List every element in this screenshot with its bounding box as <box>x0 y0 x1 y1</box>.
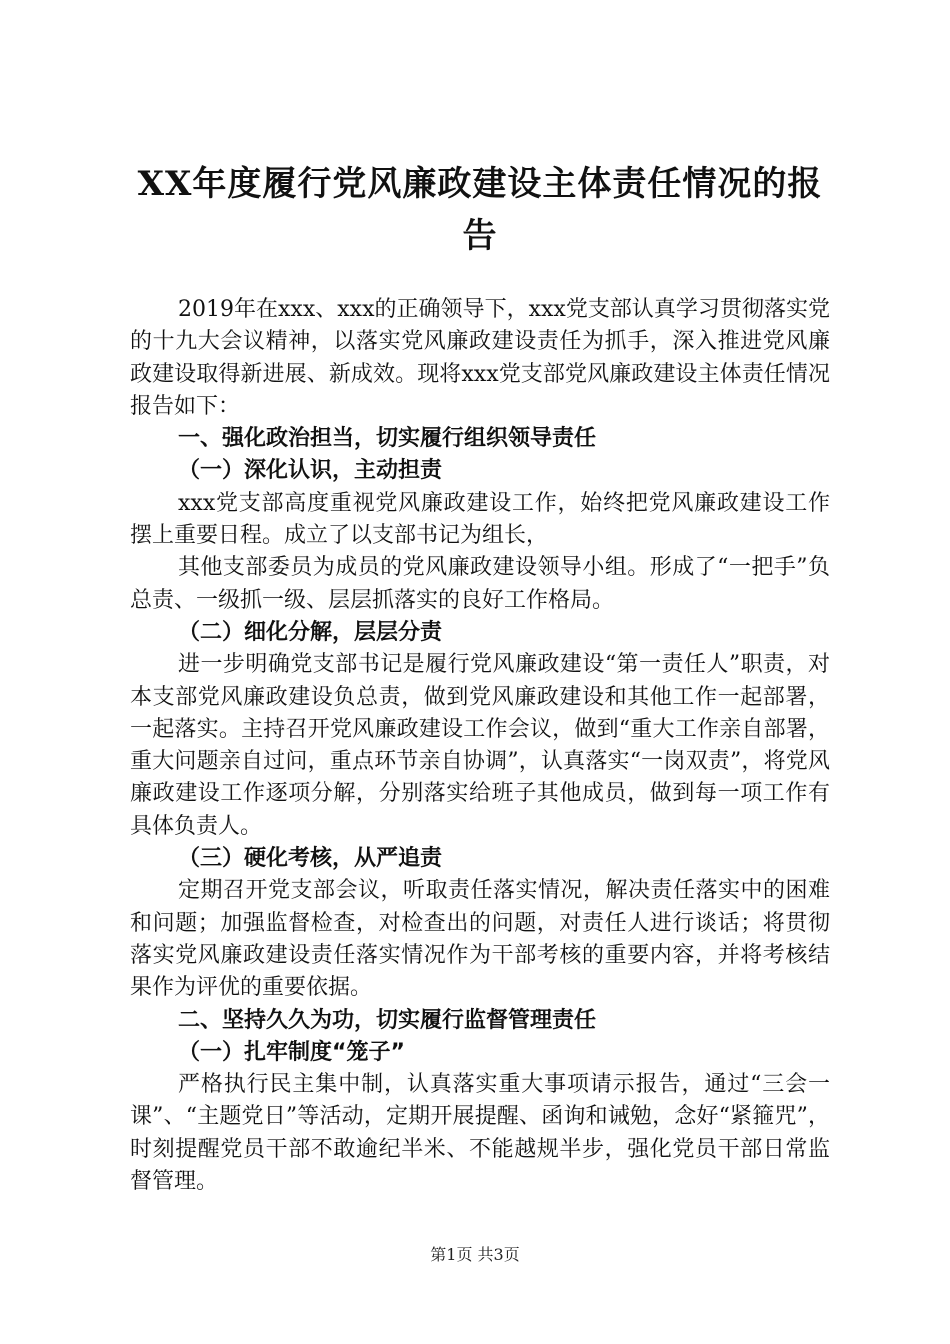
paragraph-2-1: 严格执行民主集中制，认真落实重大事项请示报告，通过“三会一课”、“主题党日”等活动，定期开展提醒、函询和诫勉，念好“紧箍咒”，时刻提醒党员干部不敢逾纪半米、不能越规半步，强化党员干部日常监督管理。 <box>130 1072 830 1195</box>
paragraph-1-3: 定期召开党支部会议，听取责任落实情况，解决责任落实中的困难和问题；加强监督检查，对检查出的问题，对责任人进行谈话；将贯彻落实党风廉政建设责任落实情况作为干部考核的重要内容，并将考核结果作为评优的重要依据。 <box>130 878 830 1001</box>
subsection-heading-2-1: （一）扎牢制度“笼子” <box>178 1039 405 1065</box>
paragraph-1-1a: xxx党支部高度重视党风廉政建设工作，始终把党风廉政建设工作摆上重要日程。成立了以支部书记为组长， <box>130 490 830 549</box>
subsection-heading-1-1: （一）深化认识，主动担责 <box>178 458 443 484</box>
subsection-heading-1-3: （三）硬化考核，从严追责 <box>178 846 443 872</box>
paragraph-1-1b: 其他支部委员为成员的党风廉政建设领导小组。形成了“一把手”负总责、一级抓一级、层层抓落实的良好工作格局。 <box>130 555 830 613</box>
section-heading-2: 二、坚持久久为功，切实履行监督管理责任 <box>178 1007 597 1033</box>
page-footer: 第1页 共3页 <box>430 1245 520 1264</box>
intro-paragraph: 2019年在xxx、xxx的正确领导下，xxx党支部认真学习贯彻落实党的十九大会议精神，以落实党风廉政建设责任为抓手，深入推进党风廉政建设取得新进展、新成效。现将xxx党支部党风廉政建设主体责任情况报告如下： <box>130 297 830 419</box>
document-title: XX年度履行党风廉政建设主体责任情况的报告 <box>137 164 823 256</box>
document-body <box>130 294 830 1198</box>
section-heading-1: 一、强化政治担当，切实履行组织领导责任 <box>178 426 597 452</box>
paragraph-1-2: 进一步明确党支部书记是履行党风廉政建设“第一责任人”职责，对本支部党风廉政建设负总责，做到党风廉政建设和其他工作一起部署，一起落实。主持召开党风廉政建设工作会议，做到“重大工作亲自部署，重大问题亲自过问，重点环节亲自协调”，认真落实“一岗双责”，将党风廉政建设工作逐项分解，分别落实给班子其他成员，做到每一项工作有具体负责人。 <box>130 652 830 839</box>
subsection-heading-1-2: （二）细化分解，层层分责 <box>178 619 443 645</box>
